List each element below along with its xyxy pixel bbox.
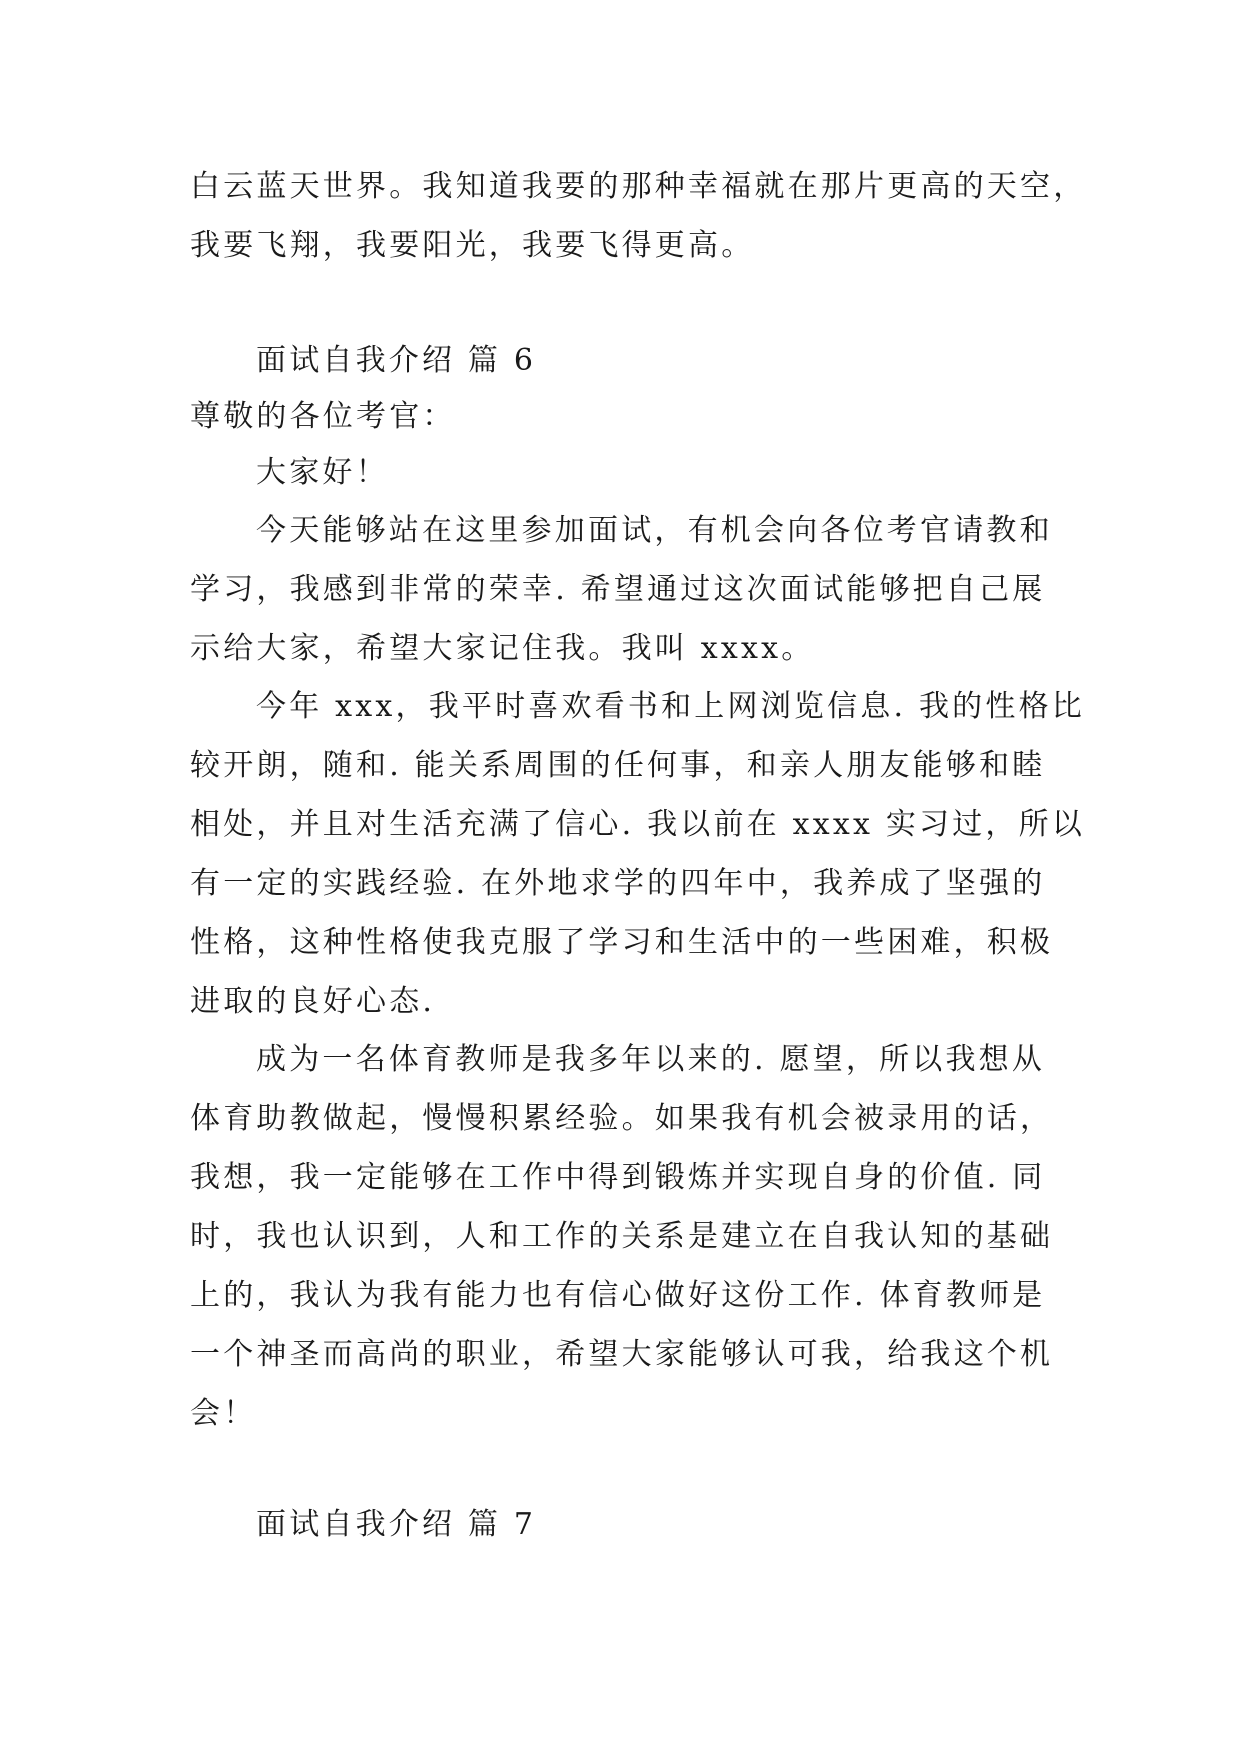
paragraph-3-line-2: 体育助教做起，慢慢积累经验。如果我有机会被录用的话， xyxy=(190,1101,1054,1136)
paragraph-3-line-4: 时，我也认识到，人和工作的关系是建立在自我认知的基础 xyxy=(190,1219,1054,1254)
paragraph-2-line-1: 今年 xxx，我平时喜欢看书和上网浏览信息. 我的性格比 xyxy=(256,689,1085,724)
paragraph-1-line-1: 今天能够站在这里参加面试，有机会向各位考官请教和 xyxy=(256,513,1053,548)
intro-line-2: 我要飞翔，我要阳光，我要飞得更高。 xyxy=(190,228,755,263)
paragraph-2-line-4: 有一定的实践经验. 在外地求学的四年中，我养成了坚强的 xyxy=(190,866,1046,901)
paragraph-3-line-7: 会！ xyxy=(190,1396,257,1431)
section-7-heading: 面试自我介绍 篇 7 xyxy=(256,1507,537,1542)
intro-line-1: 白云蓝天世界。我知道我要的那种幸福就在那片更高的天空， xyxy=(190,169,1087,204)
paragraph-1-line-3: 示给大家，希望大家记住我。我叫 xxxx。 xyxy=(190,631,815,666)
section-6-heading: 面试自我介绍 篇 6 xyxy=(256,343,537,378)
paragraph-3-line-1: 成为一名体育教师是我多年以来的. 愿望，所以我想从 xyxy=(256,1042,1046,1077)
paragraph-2-line-3: 相处，并且对生活充满了信心. 我以前在 xxxx 实习过，所以 xyxy=(190,807,1086,842)
paragraph-3-line-6: 一个神圣而高尚的职业，希望大家能够认可我，给我这个机 xyxy=(190,1337,1054,1372)
paragraph-2-line-6: 进取的良好心态. xyxy=(190,984,436,1019)
paragraph-3-line-3: 我想，我一定能够在工作中得到锻炼并实现自身的价值. 同 xyxy=(190,1160,1046,1195)
paragraph-3-line-5: 上的，我认为我有能力也有信心做好这份工作. 体育教师是 xyxy=(190,1278,1046,1313)
salutation: 尊敬的各位考官： xyxy=(190,399,456,434)
paragraph-2-line-2: 较开朗，随和. 能关系周围的任何事，和亲人朋友能够和睦 xyxy=(190,748,1046,783)
paragraph-1-line-2: 学习，我感到非常的荣幸. 希望通过这次面试能够把自己展 xyxy=(190,572,1046,607)
greeting: 大家好！ xyxy=(256,455,389,490)
paragraph-2-line-5: 性格，这种性格使我克服了学习和生活中的一些困难，积极 xyxy=(190,925,1054,960)
